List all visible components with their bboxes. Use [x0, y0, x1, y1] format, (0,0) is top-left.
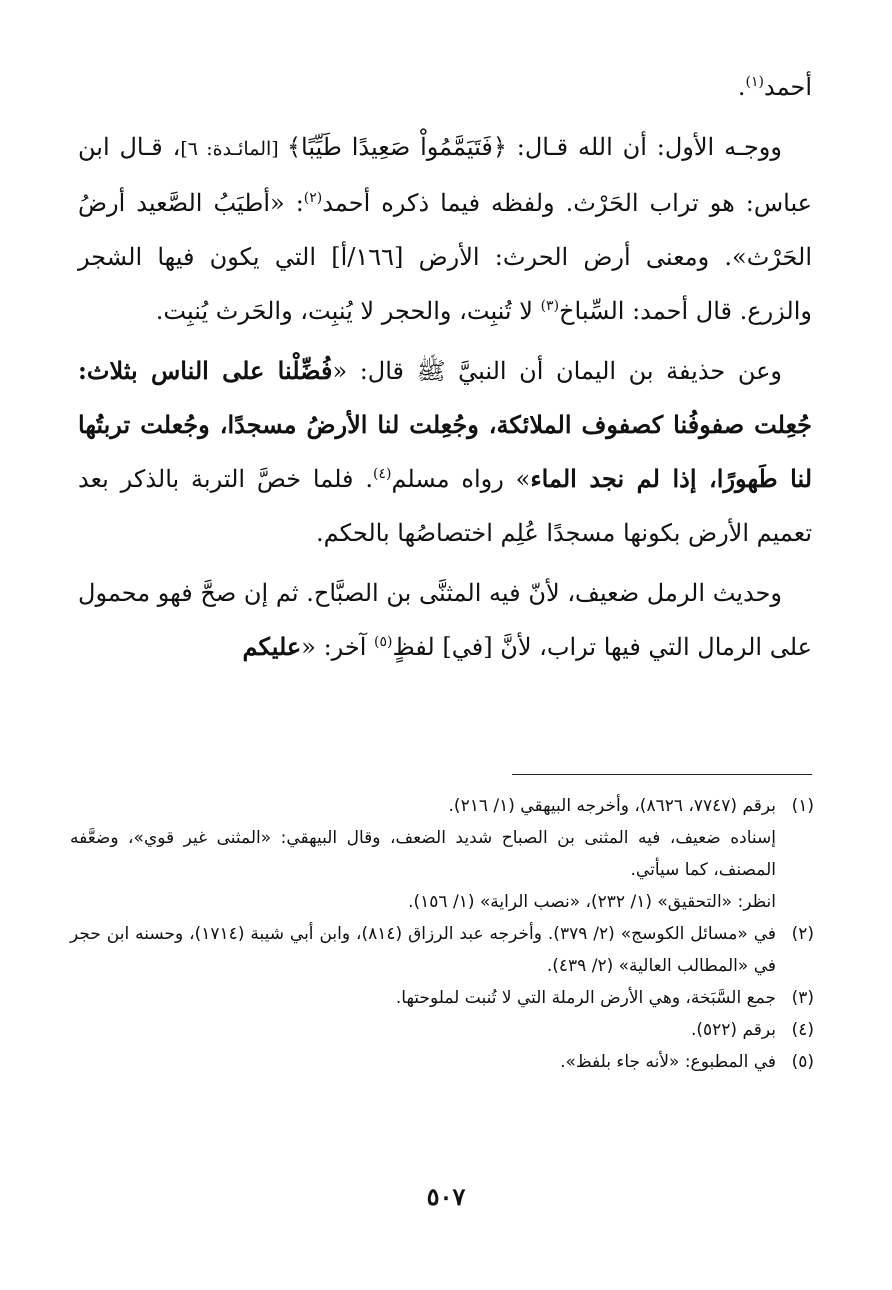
- footnote-3: [70, 982, 814, 1014]
- footnote-number: (٤): [791, 1020, 814, 1040]
- text-run: .: [737, 73, 746, 101]
- text-run: لا تُنبِت، والحجر لا يُنبِت، والحَرث يُنبِت.: [155, 297, 541, 325]
- paragraph-2: [78, 344, 812, 560]
- footnote-text: في «مسائل الكوسج» (٢/ ٣٧٩). وأخرجه عبد الرزاق (٨١٤)، وابن أبي شيبة (١٧١٤)، وحسنه ابن حجر في «المطالب العالية» (٢/ ٤٣٩).: [70, 924, 776, 976]
- footnote-5: [70, 1046, 814, 1078]
- text-run: . فلما خصَّ التربة بالذكر بعد تعميم الأرض بكونها مسجدًا عُلِم اختصاصُها بالحكم.: [78, 465, 812, 547]
- page-number: ٥٠٧: [426, 1182, 466, 1211]
- footnote-marker-2: (٢): [303, 190, 323, 206]
- text-run: ووجـه الأول: أن الله قـال:: [506, 133, 782, 161]
- quran-verse: ﴿فَتَيَمَّمُواْ صَعِيدًا طَيِّبًا﴾: [286, 133, 507, 161]
- footnote-marker-4: (٤): [372, 466, 392, 482]
- footnote-text: في المطبوع: «لأنه جاء بلفظ».: [560, 1052, 776, 1072]
- text-run: وعن حذيفة بن اليمان أن النبيَّ ﷺ قال: «: [332, 357, 782, 385]
- footnote-text: برقم (٧٧٤٧، ٨٦٢٦)، وأخرجه البيهقي (١/ ٢١٦).: [448, 796, 776, 816]
- paragraph-3: [78, 566, 812, 674]
- footnote-number: (٥): [791, 1052, 814, 1072]
- verse-reference: [المائـدة: ٦]: [180, 138, 287, 160]
- text-run: : «أطيَبُ الصَّعيد أرضُ الحَرْث». ومعنى أرض الحرث: الأرض [١٦٦/أ] التي يكون فيها الشجر والزرع. قال أحمد: السِّباخ: [78, 189, 812, 325]
- footnote-4: [70, 1014, 814, 1046]
- footnote-separator: [512, 774, 812, 775]
- text-run: وحديث الرمل ضعيف، لأنّ فيه المثنَّى بن الصبَّاح. ثم إن صحَّ فهو محمول على الرمال التي فيها تراب، لأنَّ [في] لفظٍ: [78, 579, 812, 661]
- footnote-1-detail: إسناده ضعيف، فيه المثنى بن الصباح شديد الضعف، وقال البيهقي: «المثنى غير قوي»، وضعَّفه المصنف، كما سيأتي.: [70, 828, 776, 880]
- main-text: [78, 60, 812, 680]
- footnote-text: جمع السَّبَخة، وهي الأرض الرملة التي لا تُنبت لملوحتها.: [395, 988, 776, 1008]
- paragraph-1: [78, 120, 812, 338]
- paragraph-0: [78, 60, 812, 114]
- footnote-1-detail: انظر: «التحقيق» (١/ ٢٣٢)، «نصب الراية» (١/ ١٥٦).: [408, 892, 776, 912]
- footnote-marker-1: (١): [745, 74, 765, 90]
- text-run: » رواه مسلم: [391, 465, 531, 493]
- footnote-marker-5: (٥): [374, 634, 393, 650]
- footnote-marker-3: (٣): [540, 298, 560, 314]
- footnote-number: (٢): [791, 924, 814, 944]
- footnotes: [70, 790, 814, 1078]
- hadith-text: فُضِّلْنا على الناس بثلاث: جُعِلت صفوفُنا كصفوف الملائكة، وجُعِلت لنا الأرضُ مسجدًا، وجُعلت تربتُها لنا طَهورًا، إذا لم نجد الماء: [78, 356, 813, 493]
- footnote-1: [70, 790, 814, 822]
- footnote-number: (٣): [791, 988, 814, 1008]
- text-run: آخر: «: [301, 633, 375, 661]
- footnote-number: (١): [791, 796, 814, 816]
- hadith-text: عليكم: [242, 632, 302, 661]
- text-run: ، قـال ابن عباس: هو تراب الحَرْث. ولفظه فيما ذكره أحمد: [78, 133, 813, 217]
- footnote-text: برقم (٥٢٢).: [690, 1020, 776, 1040]
- text-run: أحمد: [764, 73, 812, 101]
- footnote-2: [70, 918, 814, 982]
